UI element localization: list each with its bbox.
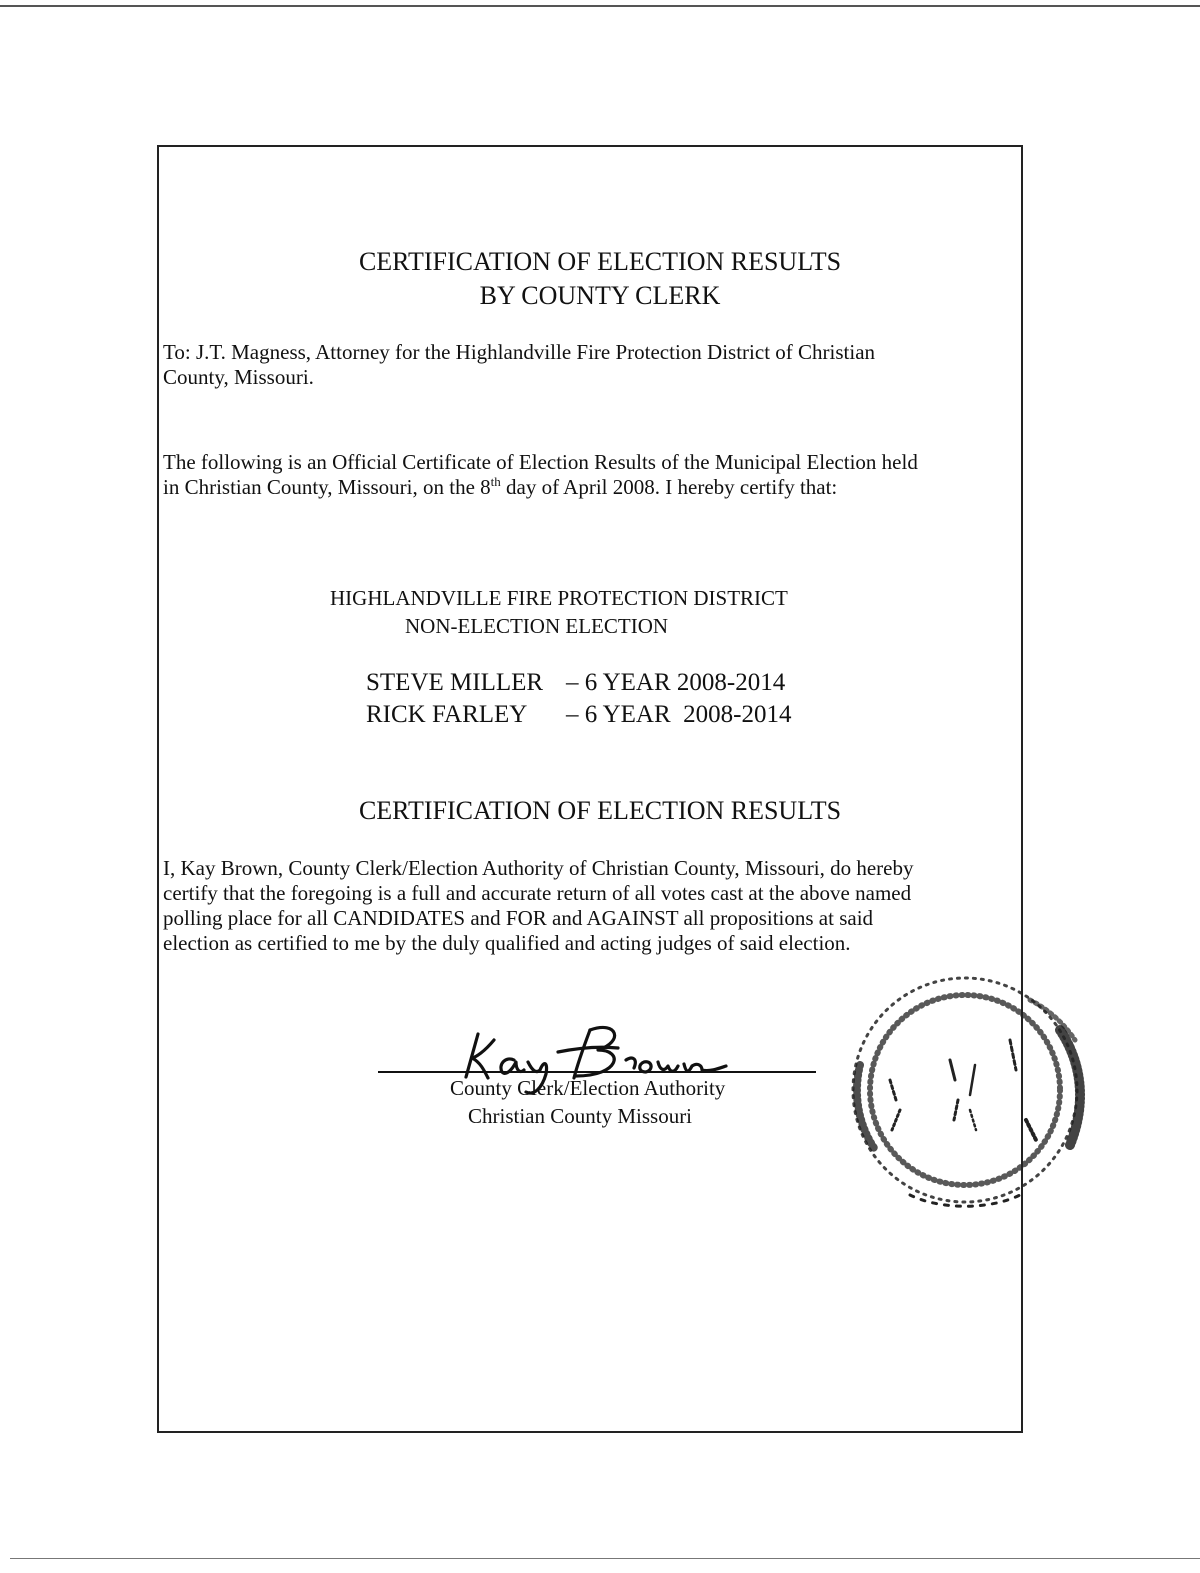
election-type: NON-ELECTION ELECTION <box>405 614 669 638</box>
statement-line: I, Kay Brown, County Clerk/Election Authority of Christian County, Missouri, do hereby <box>163 856 914 880</box>
intro-paragraph <box>163 450 1023 500</box>
certification-statement <box>163 856 1023 956</box>
addressee-line-1: To: J.T. Magness, Attorney for the Highlandville Fire Protection District of Christian <box>163 340 876 364</box>
signature-line <box>378 1071 816 1073</box>
scan-edge-top <box>0 5 1200 7</box>
candidate-term: – 6 YEAR 2008-2014 <box>566 669 786 696</box>
statement-line: election as certified to me by the duly qualified and acting judges of said election. <box>163 931 851 955</box>
intro-line-1: The following is an Official Certificate of Election Results of the Municipal Election held <box>163 450 918 474</box>
intro-text-b: day of April 2008. I hereby certify that: <box>500 475 838 499</box>
statement-line: certify that the foregoing is a full and accurate return of all votes cast at the above named <box>163 881 912 905</box>
candidate-term: – 6 YEAR 2008-2014 <box>566 701 792 728</box>
certificate-border <box>157 145 1023 1433</box>
addressee <box>163 340 1023 390</box>
county-seal-icon <box>830 970 1100 1220</box>
certificate-subtitle: BY COUNTY CLERK <box>479 281 721 310</box>
signature-caption-county: Christian County Missouri <box>468 1104 693 1128</box>
intro-text-a: in Christian County, Missouri, on the 8 <box>163 475 491 499</box>
signature-caption-title: County Clerk/Election Authority <box>450 1076 726 1100</box>
candidate-name: STEVE MILLER <box>366 669 544 696</box>
district-name: HIGHLANDVILLE FIRE PROTECTION DISTRICT <box>330 586 788 610</box>
intro-line-2 <box>163 475 1023 500</box>
ordinal-suffix: th <box>490 474 501 489</box>
certificate-title: CERTIFICATION OF ELECTION RESULTS <box>358 247 842 276</box>
addressee-line-2: County, Missouri. <box>163 365 314 389</box>
section-title: CERTIFICATION OF ELECTION RESULTS <box>358 796 842 825</box>
candidate-name: RICK FARLEY <box>366 701 528 728</box>
statement-line: polling place for all CANDIDATES and FOR and AGAINST all propositions at said <box>163 906 874 930</box>
scan-edge-bottom <box>10 1558 1200 1559</box>
